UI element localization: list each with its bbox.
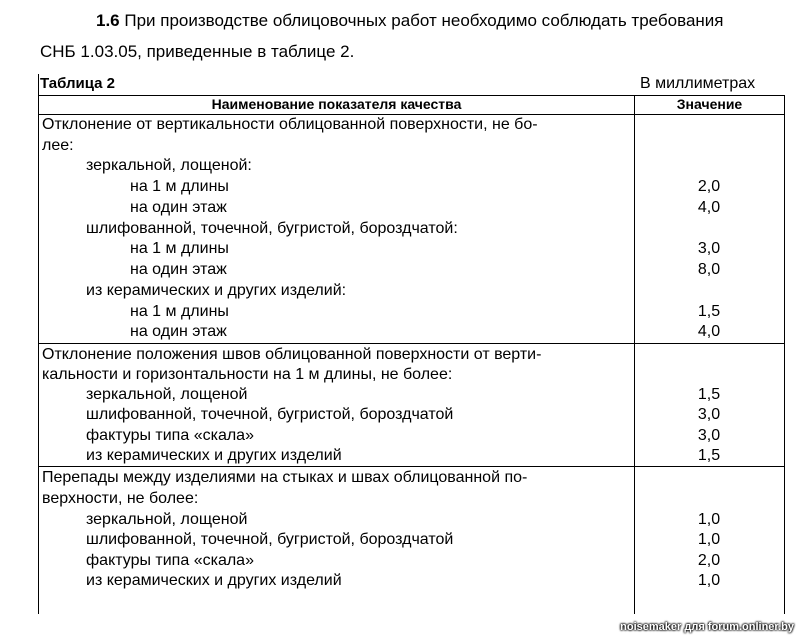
table-caption: Таблица 2 bbox=[40, 75, 116, 92]
section-title-line: Отклонение от вертикальности облицованной поверхности, не бо- bbox=[42, 116, 538, 133]
row-label: на один этаж bbox=[130, 323, 227, 340]
row-value: 8,0 bbox=[697, 261, 721, 278]
row-value: 1,0 bbox=[697, 572, 721, 589]
paragraph-text-1: При производстве облицовочных работ необходимо соблюдать требования bbox=[124, 11, 724, 30]
row-label: на один этаж bbox=[130, 199, 227, 216]
row-value: 2,0 bbox=[697, 178, 721, 195]
section-title-line: верхности, не более: bbox=[42, 490, 199, 507]
column-header-name: Наименование показателя качества bbox=[211, 96, 462, 112]
section-title-line: лее: bbox=[42, 137, 74, 154]
row-value: 3,0 bbox=[697, 427, 721, 444]
paragraph-line-2: СНБ 1.03.05, приведенные в таблице 2. bbox=[40, 42, 355, 61]
row-label: шлифованной, точечной, бугристой, бороздчатой bbox=[86, 531, 454, 548]
row-label: из керамических и других изделий bbox=[86, 447, 342, 464]
section-title-line: Перепады между изделиями на стыках и швах облицованной по- bbox=[42, 469, 528, 486]
row-label: на 1 м длины bbox=[130, 240, 229, 257]
section-divider bbox=[38, 343, 785, 344]
paragraph-line-1 bbox=[96, 11, 724, 31]
row-label: на один этаж bbox=[130, 261, 227, 278]
section-title-line: кальности и горизонтальности на 1 м длины, не более: bbox=[42, 366, 453, 383]
row-label: шлифованной, точечной, бугристой, бороздчатой bbox=[86, 406, 454, 423]
row-value: 4,0 bbox=[697, 199, 721, 216]
row-value: 4,0 bbox=[697, 323, 721, 340]
column-header-value: Значение bbox=[676, 96, 743, 112]
row-label: зеркальной, лощеной: bbox=[86, 157, 252, 174]
row-value: 1,5 bbox=[697, 303, 721, 320]
row-label: шлифованной, точечной, бугристой, бороздчатой: bbox=[86, 220, 458, 237]
row-value: 3,0 bbox=[697, 240, 721, 257]
row-label: из керамических и других изделий bbox=[86, 572, 342, 589]
table-left-border bbox=[38, 74, 39, 614]
section-divider bbox=[38, 466, 785, 467]
row-label: из керамических и других изделий: bbox=[86, 282, 347, 299]
row-value: 3,0 bbox=[697, 406, 721, 423]
table-right-border bbox=[784, 96, 785, 614]
row-label: на 1 м длины bbox=[130, 303, 229, 320]
row-label: фактуры типа «скала» bbox=[86, 552, 254, 569]
row-label: фактуры типа «скала» bbox=[86, 427, 254, 444]
row-value: 2,0 bbox=[697, 552, 721, 569]
row-value: 1,0 bbox=[697, 511, 721, 528]
row-value: 1,5 bbox=[697, 386, 721, 403]
row-label: на 1 м длины bbox=[130, 178, 229, 195]
table-units: В миллиметрах bbox=[640, 75, 756, 92]
paragraph-number: 1.6 bbox=[96, 11, 120, 30]
section-title-line: Отклонение положения швов облицованной поверхности от верти- bbox=[42, 346, 542, 363]
watermark: noisemaker для forum.onliner.by bbox=[620, 621, 794, 633]
row-label: зеркальной, лощеной bbox=[86, 386, 248, 403]
row-value: 1,5 bbox=[697, 447, 721, 464]
row-label: зеркальной, лощеной bbox=[86, 511, 248, 528]
row-value: 1,0 bbox=[697, 531, 721, 548]
